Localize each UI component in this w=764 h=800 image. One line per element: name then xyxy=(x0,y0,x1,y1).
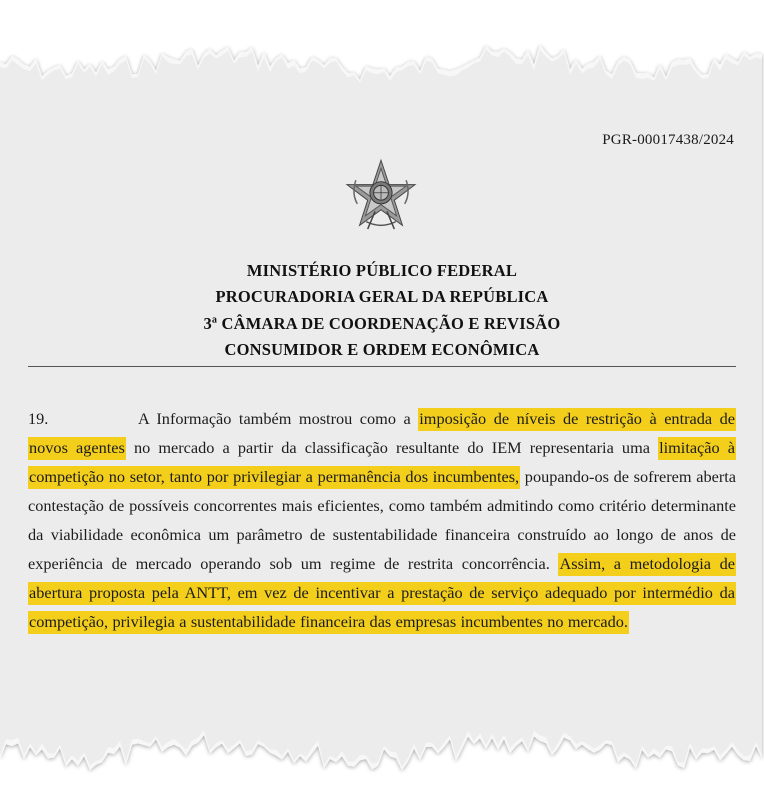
document-number: PGR-00017438/2024 xyxy=(602,132,734,148)
paragraph-number: 19. xyxy=(28,409,49,428)
paragraph-segment-0: A Informação também mostrou como a xyxy=(138,409,419,428)
highlighted-segment-3: limitação à competição no setor, tanto por privilegiar a permanência dos incumbentes, xyxy=(28,437,736,489)
highlighted-segment-5: Assim, a metodologia de abertura proposta pela ANTT, em vez de incentivar a prestação de serviço adequado por intermédio da competição, privilegia a sustentabilidade financeira das empresas incumbentes no mercado. xyxy=(28,553,736,634)
highlighted-segment-1: imposição de níveis de restrição à entrada de novos agentes xyxy=(28,408,736,460)
header-line-procuradoria: PROCURADORIA GERAL DA REPÚBLICA xyxy=(215,287,549,307)
paragraph-segment-4: poupando-os de sofrerem aberta contestação de possíveis concorrentes mais eficientes, como também admitindo como critério determinante da viabilidade econômica um parâmetro de sustentabilidade financeira construído ao longo de anos de experiência de mercado operando sob um regime de restrita concorrência. xyxy=(28,467,736,573)
header-line-ministry: MINISTÉRIO PÚBLICO FEDERAL xyxy=(246,261,518,280)
institution-header xyxy=(0,258,764,363)
coat-of-arms-emblem xyxy=(344,158,418,232)
header-line-division: CONSUMIDOR E ORDEM ECONÔMICA xyxy=(224,339,540,359)
header-divider xyxy=(28,366,736,367)
paragraph-19 xyxy=(28,404,736,636)
paragraph-segment-2: no mercado a partir da classificação resultante do IEM representaria uma xyxy=(125,438,659,457)
header-line-camara: 3ª CÂMARA DE COORDENAÇÃO E REVISÃO xyxy=(203,313,561,333)
